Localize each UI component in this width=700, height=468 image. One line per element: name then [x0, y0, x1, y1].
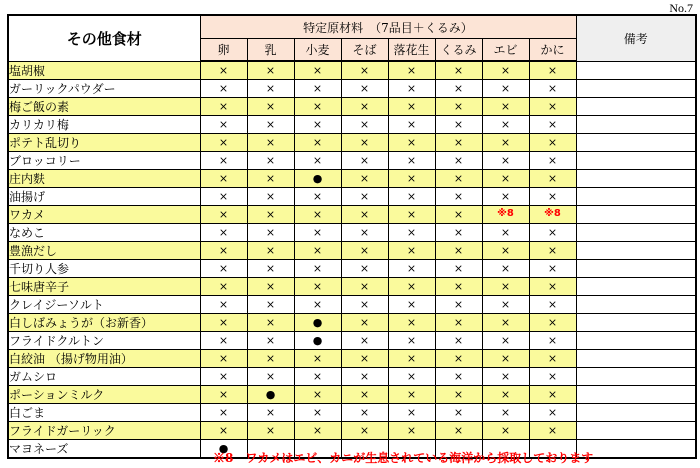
allergen-cell: ×: [482, 349, 529, 367]
allergen-cell: ×: [388, 115, 435, 133]
ingredient-label: なめこ: [8, 223, 200, 241]
allergen-cell: ×: [388, 205, 435, 223]
remarks-cell: [576, 439, 696, 458]
allergen-cell: ×: [482, 61, 529, 79]
allergen-cell: ×: [388, 151, 435, 169]
allergen-cell: ×: [435, 79, 482, 97]
allergen-cell: ×: [341, 187, 388, 205]
allergen-cell: ×: [247, 421, 294, 439]
allergen-cell: ×: [247, 205, 294, 223]
allergen-cell: ※8: [482, 205, 529, 223]
allergen-cell: ×: [341, 61, 388, 79]
allergen-cell: ×: [482, 241, 529, 259]
allergen-cell: ×: [200, 259, 247, 277]
allergen-cell: ×: [435, 133, 482, 151]
remarks-header: 備考: [576, 15, 696, 61]
allergen-cell: ※8: [529, 205, 576, 223]
allergen-cell: ×: [435, 277, 482, 295]
allergen-cell: ×: [294, 133, 341, 151]
allergen-cell: ×: [341, 259, 388, 277]
allergen-cell: ×: [294, 97, 341, 115]
allergen-cell: ×: [341, 151, 388, 169]
allergen-cell: ×: [388, 421, 435, 439]
allergen-cell: ×: [529, 277, 576, 295]
allergen-cell: ×: [482, 403, 529, 421]
allergen-cell: ×: [482, 385, 529, 403]
corner-header: その他食材: [8, 15, 200, 61]
allergen-cell: ×: [294, 367, 341, 385]
ingredient-label: ガムシロ: [8, 367, 200, 385]
remarks-cell: [576, 169, 696, 187]
allergen-column-header-6: エビ: [482, 39, 529, 62]
allergen-cell: ×: [529, 133, 576, 151]
allergen-cell: ×: [388, 295, 435, 313]
allergen-cell: ×: [388, 403, 435, 421]
allergen-cell: ×: [247, 187, 294, 205]
table-row: [8, 61, 696, 79]
allergen-cell: ×: [529, 367, 576, 385]
ingredient-label: 七味唐辛子: [8, 277, 200, 295]
allergen-cell: ×: [388, 79, 435, 97]
table-row: [8, 277, 696, 295]
table-row: [8, 367, 696, 385]
remarks-cell: [576, 241, 696, 259]
ingredient-label: 塩胡椒: [8, 61, 200, 79]
allergen-column-header-5: くるみ: [435, 39, 482, 62]
allergen-cell: ×: [482, 259, 529, 277]
allergen-cell: ×: [482, 313, 529, 331]
allergen-cell: ×: [435, 61, 482, 79]
allergen-cell: ×: [200, 61, 247, 79]
table-row: [8, 151, 696, 169]
allergen-cell: ×: [388, 331, 435, 349]
allergen-cell: ×: [247, 331, 294, 349]
allergen-cell: ×: [435, 187, 482, 205]
allergen-cell: ×: [341, 115, 388, 133]
allergen-cell: ×: [294, 187, 341, 205]
allergen-cell: ●: [294, 313, 341, 331]
allergen-cell: ×: [529, 79, 576, 97]
table-row: [8, 97, 696, 115]
allergen-cell: ×: [247, 133, 294, 151]
remarks-cell: [576, 133, 696, 151]
allergen-cell: ×: [341, 331, 388, 349]
allergen-cell: ×: [435, 367, 482, 385]
remarks-cell: [576, 259, 696, 277]
table-row: [8, 115, 696, 133]
allergen-cell: ×: [388, 313, 435, 331]
table-row: [8, 331, 696, 349]
allergen-table: [7, 14, 697, 459]
allergen-cell: ×: [294, 277, 341, 295]
allergen-cell: ×: [341, 295, 388, 313]
remarks-cell: [576, 151, 696, 169]
allergen-cell: ×: [341, 169, 388, 187]
allergen-cell: ×: [435, 205, 482, 223]
allergen-cell: ×: [294, 385, 341, 403]
allergen-cell: ×: [341, 133, 388, 151]
ingredient-label: 豊漁だし: [8, 241, 200, 259]
allergen-column-header-7: かに: [529, 39, 576, 62]
allergen-cell: ×: [341, 97, 388, 115]
table-row: [8, 205, 696, 223]
ingredient-label: フライドガーリック: [8, 421, 200, 439]
allergen-cell: ×: [529, 349, 576, 367]
allergen-cell: ×: [529, 295, 576, 313]
allergen-cell: ×: [435, 313, 482, 331]
remarks-cell: [576, 403, 696, 421]
allergen-cell: ×: [388, 385, 435, 403]
allergen-cell: ×: [435, 97, 482, 115]
allergen-cell: ×: [247, 79, 294, 97]
allergen-cell: ×: [294, 259, 341, 277]
allergen-cell: ×: [529, 403, 576, 421]
ingredient-label: 白ごま: [8, 403, 200, 421]
page-number: No.7: [669, 1, 693, 15]
table-row: [8, 259, 696, 277]
allergen-cell: ×: [200, 97, 247, 115]
allergen-cell: ×: [482, 115, 529, 133]
allergen-cell: ×: [529, 151, 576, 169]
allergen-cell: ×: [294, 349, 341, 367]
allergen-cell: ×: [435, 223, 482, 241]
allergen-cell: ×: [294, 241, 341, 259]
allergen-cell: ×: [247, 349, 294, 367]
allergen-cell: ×: [435, 151, 482, 169]
allergen-cell: ×: [435, 169, 482, 187]
allergen-cell: ×: [200, 115, 247, 133]
allergen-cell: ×: [435, 259, 482, 277]
remarks-cell: [576, 349, 696, 367]
allergen-cell: ×: [388, 223, 435, 241]
ingredient-label: ポテト乱切り: [8, 133, 200, 151]
allergen-cell: ×: [247, 367, 294, 385]
allergen-cell: ×: [529, 385, 576, 403]
allergen-cell: ×: [482, 277, 529, 295]
allergen-cell: ×: [435, 115, 482, 133]
allergen-column-header-3: そば: [341, 39, 388, 62]
allergen-cell: ×: [294, 79, 341, 97]
ingredient-label: 千切り人参: [8, 259, 200, 277]
allergen-cell: ×: [294, 421, 341, 439]
allergen-cell: ×: [482, 223, 529, 241]
allergen-cell: ×: [247, 313, 294, 331]
allergen-cell: ×: [482, 79, 529, 97]
allergen-cell: ×: [247, 115, 294, 133]
table-header: [8, 15, 696, 61]
remarks-cell: [576, 421, 696, 439]
allergen-cell: ●: [200, 439, 247, 458]
allergen-cell: ×: [482, 421, 529, 439]
allergen-cell: ×: [341, 385, 388, 403]
allergen-cell: ×: [200, 277, 247, 295]
allergen-cell: ×: [200, 133, 247, 151]
remarks-cell: [576, 367, 696, 385]
allergen-cell: ×: [529, 187, 576, 205]
table-body: [8, 61, 696, 458]
table-row: [8, 133, 696, 151]
allergen-cell: ×: [482, 97, 529, 115]
allergen-cell: ×: [200, 367, 247, 385]
allergen-cell: ×: [341, 403, 388, 421]
allergen-cell: ×: [341, 223, 388, 241]
allergen-cell: ×: [247, 241, 294, 259]
allergen-cell: ×: [247, 223, 294, 241]
remarks-cell: [576, 385, 696, 403]
remarks-cell: [576, 97, 696, 115]
allergen-cell: ×: [247, 403, 294, 421]
allergen-cell: ×: [529, 97, 576, 115]
table-row: [8, 385, 696, 403]
allergen-cell: ●: [294, 331, 341, 349]
ingredient-label: 庄内麩: [8, 169, 200, 187]
header-row-group: [8, 15, 696, 39]
ingredient-label: 白絞油 （揚げ物用油）: [8, 349, 200, 367]
allergen-cell: ×: [341, 79, 388, 97]
allergen-cell: ×: [200, 79, 247, 97]
remarks-cell: [576, 331, 696, 349]
allergen-cell: ×: [529, 313, 576, 331]
allergen-cell: ×: [482, 169, 529, 187]
allergen-cell: ×: [341, 241, 388, 259]
allergen-cell: ×: [529, 169, 576, 187]
ingredient-label: ワカメ: [8, 205, 200, 223]
allergen-cell: ×: [247, 97, 294, 115]
table-row: [8, 79, 696, 97]
allergen-cell: ×: [294, 151, 341, 169]
allergen-cell: ×: [482, 133, 529, 151]
allergen-cell: ×: [341, 367, 388, 385]
allergen-cell: ×: [529, 61, 576, 79]
allergen-cell: ×: [200, 421, 247, 439]
allergen-cell: ×: [247, 277, 294, 295]
allergen-column-header-4: 落花生: [388, 39, 435, 62]
allergen-column-header-2: 小麦: [294, 39, 341, 62]
allergen-cell: ×: [435, 295, 482, 313]
allergen-cell: ×: [388, 97, 435, 115]
allergen-cell: ×: [435, 403, 482, 421]
allergen-cell: ×: [529, 115, 576, 133]
remarks-cell: [576, 61, 696, 79]
allergen-cell: ×: [341, 277, 388, 295]
allergen-cell: ×: [200, 205, 247, 223]
allergen-cell: ×: [388, 349, 435, 367]
remarks-cell: [576, 295, 696, 313]
allergen-cell: ×: [529, 421, 576, 439]
allergen-cell: ×: [388, 259, 435, 277]
allergen-cell: ×: [388, 241, 435, 259]
allergen-cell: ×: [294, 295, 341, 313]
allergen-cell: ×: [341, 349, 388, 367]
table-row: [8, 313, 696, 331]
allergen-cell: ×: [529, 331, 576, 349]
allergen-cell: ×: [247, 259, 294, 277]
allergen-cell: ×: [482, 295, 529, 313]
table-row: [8, 223, 696, 241]
allergen-cell: ×: [200, 169, 247, 187]
allergen-cell: ×: [247, 151, 294, 169]
allergen-cell: ×: [294, 205, 341, 223]
allergen-cell: ×: [341, 205, 388, 223]
allergen-cell: ×: [200, 313, 247, 331]
allergen-cell: ×: [341, 313, 388, 331]
allergen-cell: ×: [388, 169, 435, 187]
table-row: [8, 187, 696, 205]
allergen-cell: ×: [200, 385, 247, 403]
allergen-cell: ●: [247, 385, 294, 403]
table-row: [8, 241, 696, 259]
allergen-cell: ×: [482, 331, 529, 349]
allergen-cell: ×: [435, 241, 482, 259]
table-row: [8, 403, 696, 421]
ingredient-label: マヨネーズ: [8, 439, 200, 458]
allergen-cell: ×: [388, 61, 435, 79]
ingredient-label: フライドクルトン: [8, 331, 200, 349]
allergen-cell: ×: [200, 331, 247, 349]
allergen-cell: ×: [529, 259, 576, 277]
ingredient-label: 油揚げ: [8, 187, 200, 205]
remarks-cell: [576, 115, 696, 133]
allergen-cell: ×: [435, 331, 482, 349]
allergen-cell: ×: [435, 349, 482, 367]
remarks-cell: [576, 205, 696, 223]
ingredient-label: 白しばみょうが（お新香）: [8, 313, 200, 331]
ingredient-label: ガーリックパウダー: [8, 79, 200, 97]
allergen-cell: ×: [200, 295, 247, 313]
allergen-cell: ×: [482, 367, 529, 385]
table-row: [8, 349, 696, 367]
ingredient-label: ブロッコリー: [8, 151, 200, 169]
allergen-cell: ×: [435, 385, 482, 403]
allergen-cell: ×: [388, 187, 435, 205]
ingredient-label: クレイジーソルト: [8, 295, 200, 313]
allergen-cell: ×: [200, 187, 247, 205]
allergen-cell: ●: [294, 169, 341, 187]
remarks-cell: [576, 187, 696, 205]
ingredient-label: ポーションミルク: [8, 385, 200, 403]
allergen-cell: ×: [294, 115, 341, 133]
allergen-cell: ×: [294, 223, 341, 241]
allergen-cell: ×: [200, 403, 247, 421]
allergen-cell: ×: [388, 133, 435, 151]
allergen-cell: ×: [200, 241, 247, 259]
ingredient-label: 梅ご飯の素: [8, 97, 200, 115]
allergen-cell: ×: [200, 151, 247, 169]
allergen-cell: ×: [294, 403, 341, 421]
allergen-column-header-1: 乳: [247, 39, 294, 62]
allergen-cell: ×: [388, 367, 435, 385]
table-row: [8, 295, 696, 313]
table-row: [8, 421, 696, 439]
remarks-cell: [576, 313, 696, 331]
allergen-cell: ×: [247, 295, 294, 313]
allergen-cell: ×: [200, 223, 247, 241]
allergen-cell: ×: [247, 169, 294, 187]
allergen-cell: ×: [529, 241, 576, 259]
remarks-cell: [576, 277, 696, 295]
remarks-cell: [576, 79, 696, 97]
allergen-cell: ×: [247, 61, 294, 79]
allergen-cell: ×: [294, 61, 341, 79]
allergen-cell: ×: [435, 421, 482, 439]
allergen-cell: ×: [341, 421, 388, 439]
table-row: [8, 169, 696, 187]
allergen-cell: ×: [482, 187, 529, 205]
group-header: 特定原材料 （7品目＋くるみ）: [200, 15, 576, 39]
allergen-cell: ×: [529, 223, 576, 241]
allergen-column-header-0: 卵: [200, 39, 247, 62]
allergen-cell: ×: [200, 349, 247, 367]
allergen-cell: ×: [482, 151, 529, 169]
footnote-text: ※8 ワカメはエビ、カニが生息されている海洋から採取しております: [213, 451, 594, 465]
ingredient-label: カリカリ梅: [8, 115, 200, 133]
remarks-cell: [576, 223, 696, 241]
allergen-cell: ×: [388, 277, 435, 295]
